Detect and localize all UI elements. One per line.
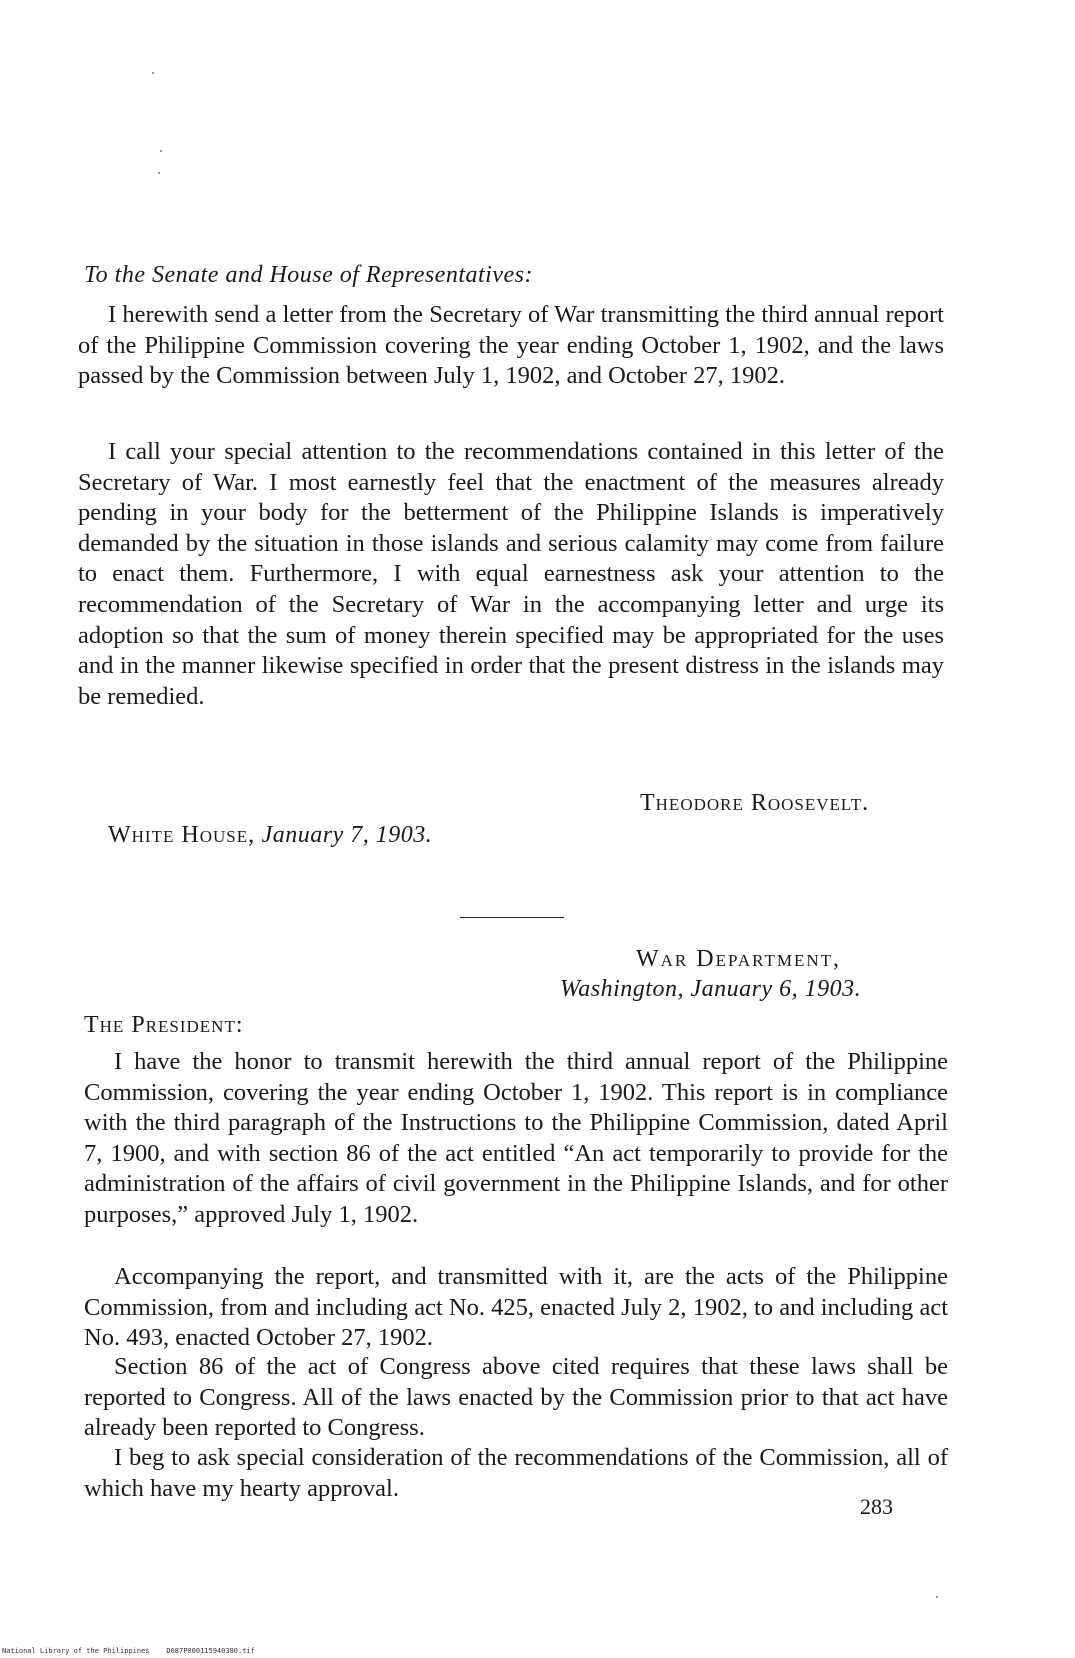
letter2-paragraph-4: I beg to ask special consideration of the recommendations of the Commission, all of which have my hearty approval. xyxy=(84,1444,948,1502)
page-number: 283 xyxy=(860,1494,893,1519)
addressee: The President: xyxy=(84,1012,244,1038)
letter1-paragraph-1: I herewith send a letter from the Secretary of War transmitting the third annual report of the Philippine Commission covering the year ending October 1, 1902, and the laws passed by the Commission between July 1, 1902, and October 27, 1902. xyxy=(78,301,944,390)
letter2-paragraph-3: Section 86 of the act of Congress above cited requires that these laws shall be reported to Congress. All of the laws enacted by the Commission prior to that act have already been reported to Congress. xyxy=(84,1353,948,1442)
letter2-paragraph-1: I have the honor to transmit herewith the third annual report of the Philippine Commission, covering the year ending October 1, 1902. This report is in compliance with the third paragraph of the Instructions to the Philippine Commission, dated April 7, 1900, and with section 86 of the act entitled “An act temporarily to provide for the administration of the affairs of civil government in the Philippine Islands, and for other purposes,” approved July 1, 1902. xyxy=(84,1048,948,1228)
scan-speck xyxy=(936,1596,938,1598)
department-heading: War Department, xyxy=(636,946,842,972)
dateline-date: January 7, 1903. xyxy=(261,822,433,848)
dateline xyxy=(108,822,432,849)
scan-footer: National Library of the Philippines D087P000115940380.tif xyxy=(2,1647,255,1655)
department-dateline: Washington, January 6, 1903. xyxy=(560,976,862,1002)
scan-speck xyxy=(152,72,154,74)
scan-speck xyxy=(160,150,162,152)
dateline-place: White House, xyxy=(108,822,256,848)
letter1-paragraph-2: I call your special attention to the recommendations contained in this letter of the Secretary of War. I most earnestly feel that the enactment of the measures already pending in your body for the betterment of the Philippine Islands is imperatively demanded by the situation in those islands and serious calamity may come from failure to enact them. Furthermore, I with equal earnestness ask your attention to the recommendation of the Secretary of War in the accompanying letter and urge its adoption so that the sum of money therein specified may be appropriated for the uses and in the manner likewise specified in order that the present distress in the islands may be remedied. xyxy=(78,438,944,710)
signature: Theodore Roosevelt. xyxy=(640,790,870,816)
section-divider xyxy=(460,917,564,918)
salutation: To the Senate and House of Representatives: xyxy=(84,262,533,288)
scan-speck xyxy=(158,172,160,174)
letter2-paragraph-2: Accompanying the report, and transmitted with it, are the acts of the Philippine Commission, from and including act No. 425, enacted July 2, 1902, to and including act No. 493, enacted October 27, 1902. xyxy=(84,1263,948,1352)
